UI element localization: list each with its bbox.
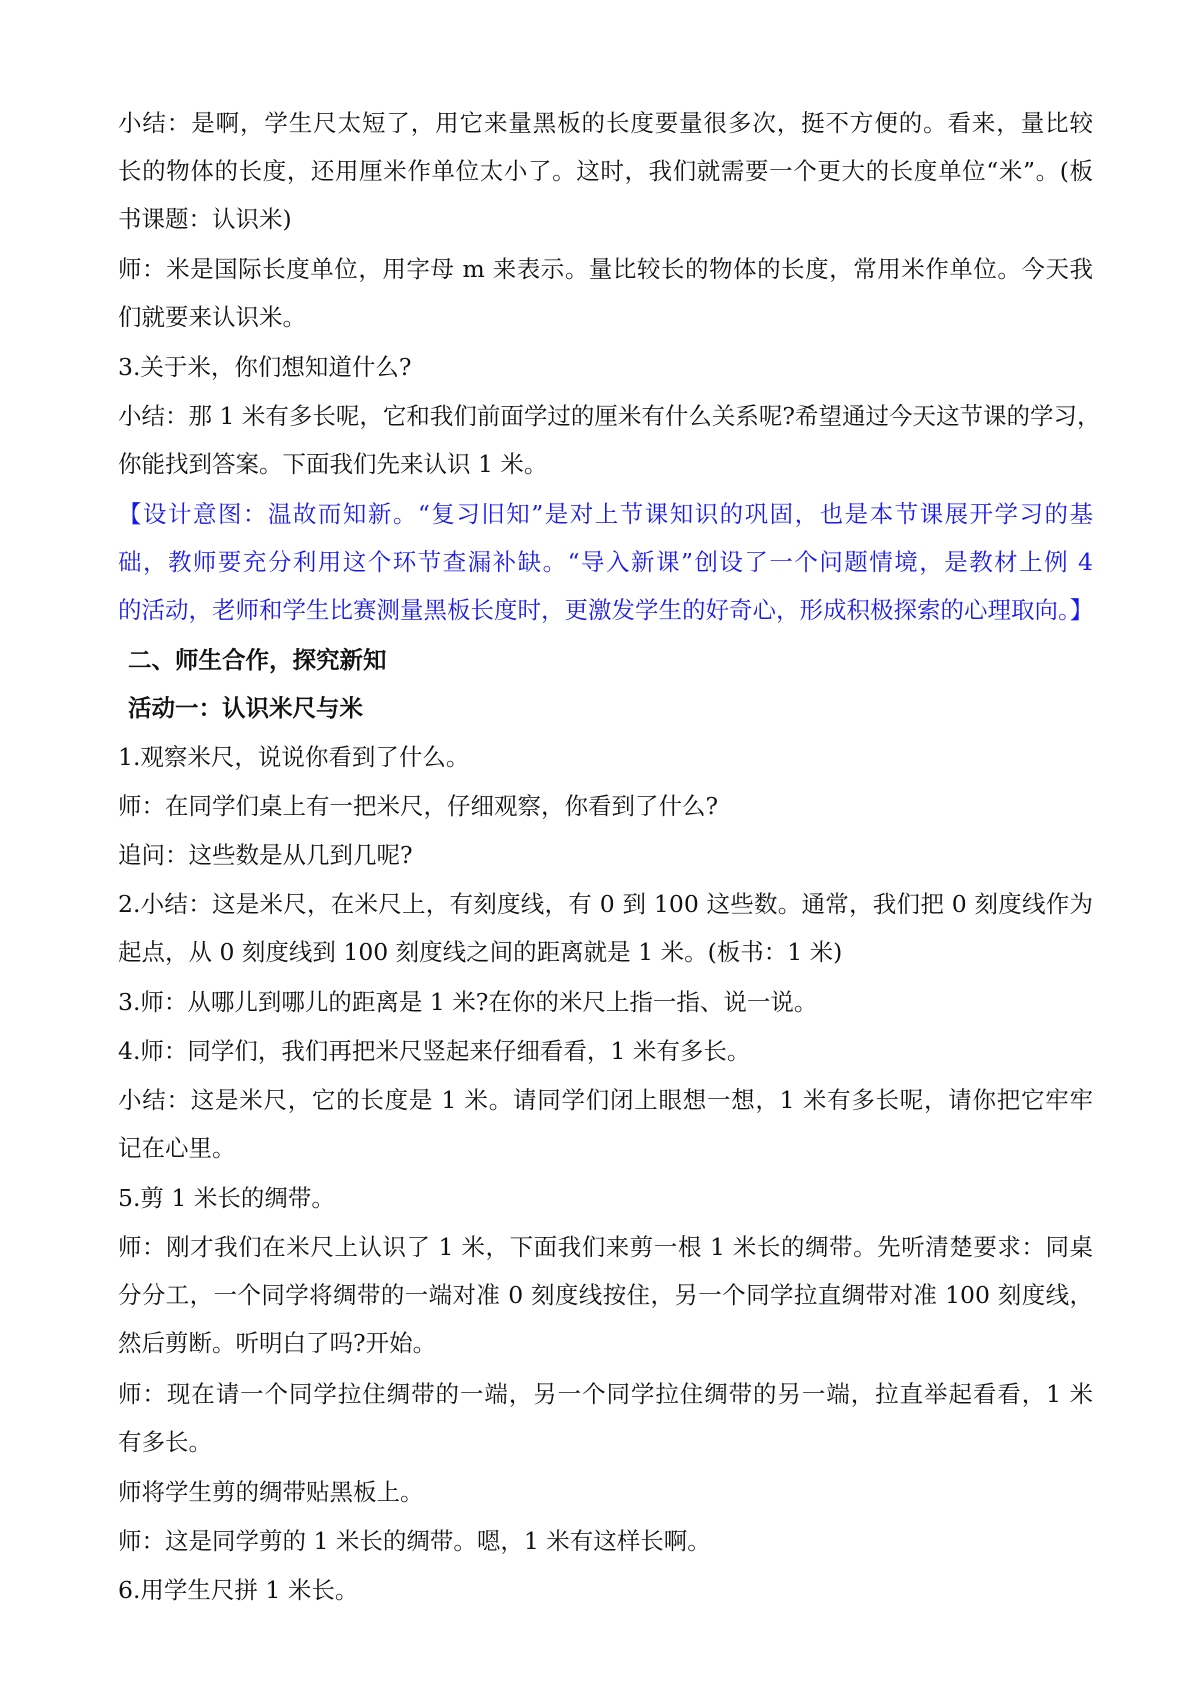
text-line: 3.关于米，你们想知道什么? — [118, 353, 412, 381]
text-line: 师：刚才我们在米尺上认识了 1 米，下面我们来剪一根 1 米长的绸带。先听清楚要求：同桌 — [118, 1233, 1093, 1261]
paragraph-step-6 — [118, 1566, 1093, 1614]
text-line: 追问：这些数是从几到几呢? — [118, 841, 413, 869]
paragraph-teacher-ribbon — [118, 1223, 1093, 1367]
text-line: 师：这是同学剪的 1 米长的绸带。嗯，1 米有这样长啊。 — [118, 1527, 711, 1555]
paragraph-summary-1m — [118, 392, 1101, 488]
text-line: 师将学生剪的绸带贴黑板上。 — [118, 1478, 424, 1506]
text-line: 记在心里。 — [118, 1134, 236, 1162]
text-line: 的活动，老师和学生比赛测量黑板长度时，更激发学生的好奇心，形成积极探索的心理取向。】 — [118, 596, 1094, 624]
paragraph-step-4 — [118, 1027, 1093, 1075]
text-line: 6.用学生尺拼 1 米长。 — [118, 1576, 359, 1604]
text-line: 3.师：从哪儿到哪儿的距离是 1 米?在你的米尺上指一指、说一说。 — [118, 988, 818, 1016]
paragraph-ribbon-board — [118, 1468, 1093, 1516]
paragraph-step-1 — [118, 733, 1093, 781]
paragraph-teacher-1m-ribbon — [118, 1517, 1093, 1565]
text-line: 5.剪 1 米长的绸带。 — [118, 1184, 335, 1212]
text-line: 2.小结：这是米尺，在米尺上，有刻度线，有 0 到 100 这些数。通常，我们把 0 刻度线作为 — [118, 890, 1093, 918]
text-line: 础，教师要充分利用这个环节查漏补缺。“导入新课”创设了一个问题情境，是教材上例 4 — [118, 548, 1093, 576]
text-line: 长的物体的长度，还用厘米作单位太小了。这时，我们就需要一个更大的长度单位“米”。(板 — [118, 157, 1093, 185]
text-line: 二、师生合作，探究新知 — [128, 646, 387, 674]
paragraph-teacher-meter-unit — [118, 245, 1093, 341]
paragraph-follow-up — [118, 831, 1093, 879]
text-line: 起点，从 0 刻度线到 100 刻度线之间的距离就是 1 米。(板书：1 米) — [118, 938, 843, 966]
text-line: 小结：是啊，学生尺太短了，用它来量黑板的长度要量很多次，挺不方便的。看来，量比较 — [118, 109, 1093, 137]
text-line: 们就要来认识米。 — [118, 303, 306, 331]
paragraph-question-3 — [118, 343, 1093, 391]
text-line: 分分工，一个同学将绸带的一端对准 0 刻度线按住，另一个同学拉直绸带对准 100 刻度线， — [118, 1281, 1093, 1309]
text-line: 1.观察米尺，说说你看到了什么。 — [118, 743, 470, 771]
section-heading — [128, 636, 1103, 684]
activity-heading — [128, 684, 1103, 732]
paragraph-step-2 — [118, 880, 1093, 976]
text-line: 有多长。 — [118, 1428, 212, 1456]
paragraph-teacher-observe — [118, 782, 1093, 830]
text-line: 师：米是国际长度单位，用字母 m 来表示。量比较长的物体的长度，常用米作单位。今天我 — [118, 255, 1093, 283]
paragraph-step-5 — [118, 1174, 1093, 1222]
paragraph-summary-meter-intro — [118, 99, 1093, 243]
text-line: 活动一：认识米尺与米 — [128, 694, 363, 722]
design-intent-note — [118, 490, 1093, 634]
text-line: 小结：这是米尺，它的长度是 1 米。请同学们闭上眼想一想，1 米有多长呢，请你把它牢牢 — [118, 1086, 1093, 1114]
text-line: 4.师：同学们，我们再把米尺竖起来仔细看看，1 米有多长。 — [118, 1037, 751, 1065]
text-line: 你能找到答案。下面我们先来认识 1 米。 — [118, 450, 548, 478]
paragraph-step-3 — [118, 978, 1093, 1026]
text-line: 【设计意图：温故而知新。“复习旧知”是对上节课知识的巩固，也是本节课展开学习的基 — [118, 500, 1093, 528]
text-line: 小结：那 1 米有多长呢，它和我们前面学过的厘米有什么关系呢?希望通过今天这节课的学习， — [118, 402, 1101, 430]
text-line: 师：现在请一个同学拉住绸带的一端，另一个同学拉住绸带的另一端，拉直举起看看，1 米 — [118, 1380, 1093, 1408]
text-line: 书课题：认识米) — [118, 205, 292, 233]
paragraph-teacher-hold-ribbon — [118, 1370, 1093, 1466]
text-line: 然后剪断。听明白了吗?开始。 — [118, 1329, 437, 1357]
paragraph-summary-ruler — [118, 1076, 1093, 1172]
text-line: 师：在同学们桌上有一把米尺，仔细观察，你看到了什么? — [118, 792, 719, 820]
